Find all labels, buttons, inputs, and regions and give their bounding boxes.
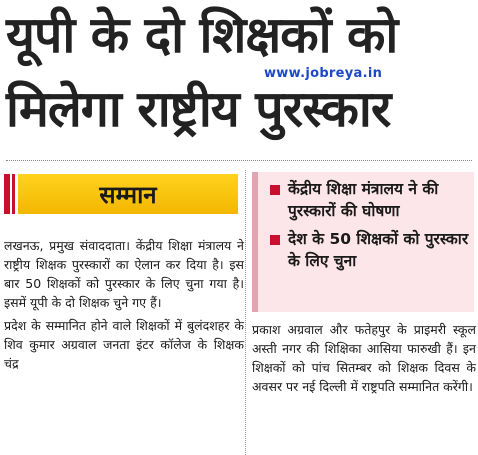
highlight-text: देश के 50 शिक्षकों को पुरस्कार के लिए चुना (288, 230, 469, 270)
column-divider (245, 170, 246, 455)
website-link[interactable]: www.jobreya.in (264, 66, 383, 81)
article-paragraph: प्रकाश अग्रवाल और फतेहपुर के प्राइमरी स्कूल अस्ती नगर की शिक्षिका आसिया फारुखी हैं। इन शिक्षकों को पांच सितम्बर को शिक्षक दिवस के अवसर पर नई दिल्ली में राष्ट्रपति सम्मानित करेंगी। (252, 322, 476, 394)
highlight-text: केंद्रीय शिक्षा मंत्रालय ने की पुरस्कारों की घोषणा (288, 180, 439, 220)
banner-stripe-thin (12, 174, 15, 214)
section-banner (4, 174, 238, 214)
top-divider (6, 160, 472, 161)
headline-line-2: मिलेगा राष्ट्रीय पुरस्कार (6, 80, 391, 138)
highlight-item (270, 178, 474, 222)
square-bullet-icon (270, 185, 280, 195)
square-bullet-icon (270, 235, 280, 245)
article-left-column (4, 236, 244, 377)
article-right-column (252, 320, 476, 400)
headline-line-1: यूपी के दो शिक्षकों को (6, 6, 398, 64)
highlight-item (270, 228, 474, 272)
banner-stripe (4, 174, 10, 214)
highlights-box (252, 172, 474, 312)
article-paragraph: प्रदेश के सम्मानित होने वाले शिक्षकों में बुलंदशहर के शिव कुमार अग्रवाल जनता इंटर कॉलेज के शिक्षक चंद्र (4, 318, 244, 371)
article-paragraph: लखनऊ, प्रमुख संवाददाता। केंद्रीय शिक्षा मंत्रालय ने राष्ट्रीय शिक्षक पुरस्कारों का ऐलान कर दिया है। इस बार 50 शिक्षकों को पुरस्कार के लिए चुना गया है। इसमें यूपी के दो शिक्षक चुने गए हैं। (4, 238, 244, 310)
section-banner-label: सम्मान (18, 174, 238, 214)
